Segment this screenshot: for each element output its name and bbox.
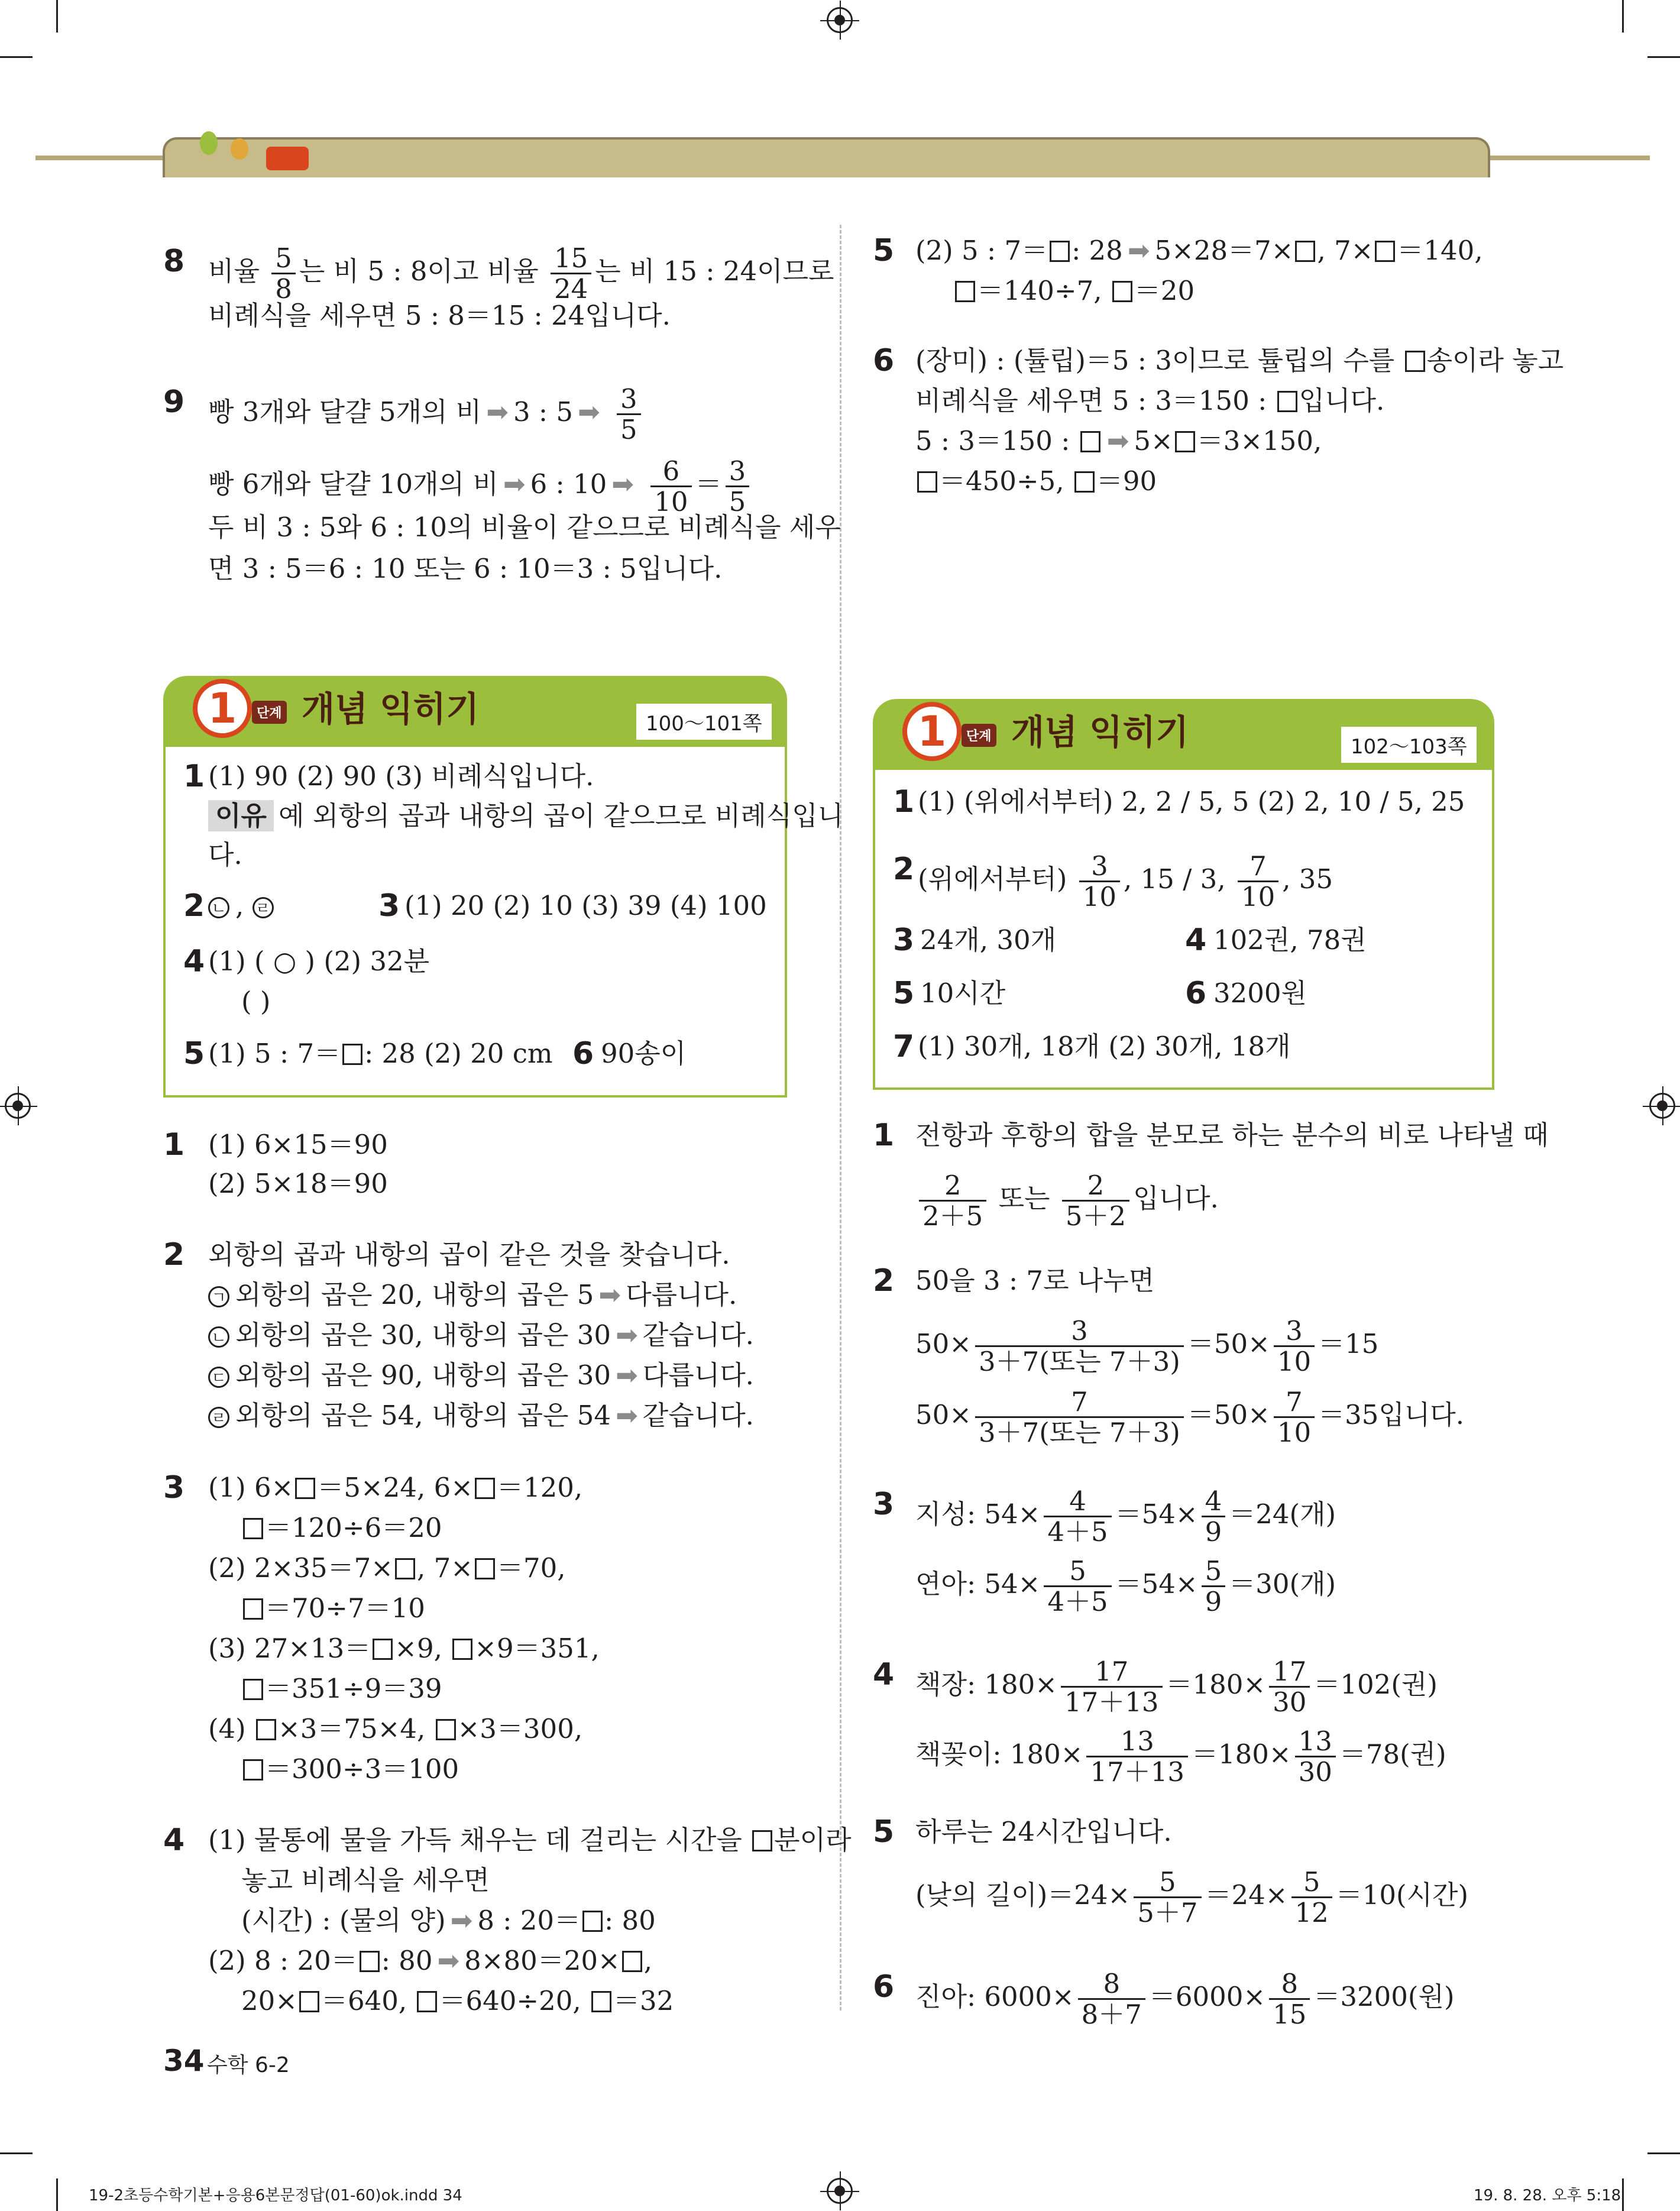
question-number: 5 xyxy=(873,1814,895,1850)
page-range: 102～103쪽 xyxy=(1341,727,1477,763)
blank-box xyxy=(1175,431,1195,452)
step-label: 단계 xyxy=(962,724,996,747)
answer-number: 3 xyxy=(893,922,915,958)
answer-number: 6 xyxy=(572,1036,594,1071)
fraction: $\frac{7}{\text{3＋7(또는 7＋3)}}$ xyxy=(975,1387,1184,1447)
step-badge: 1 xyxy=(193,679,252,738)
arrow-right-icon: ➡ xyxy=(616,1319,638,1351)
circled-letter: ㄹ xyxy=(253,897,274,918)
arrow-right-icon: ➡ xyxy=(450,1905,473,1936)
answer-line: 3200원 xyxy=(1213,977,1307,1009)
answer-line: 빵 6개와 달걀 10개의 비 ➡ 6 : 10 ➡ $\frac{6}{10}$ ＝ $\frac{3}{5}$ xyxy=(208,457,753,492)
fraction: $\frac{3}{5}$ xyxy=(617,384,641,444)
question-number: 2 xyxy=(163,1237,185,1273)
step-label: 단계 xyxy=(252,701,287,724)
blank-box xyxy=(373,1639,393,1660)
answer-line: (1) 90 (2) 90 (3) 비례식입니다. xyxy=(208,760,594,792)
fraction: $\frac{17}{30}$ xyxy=(1269,1657,1310,1717)
answer-line: (2) 5×18＝90 xyxy=(208,1168,388,1199)
answer-line: 책장: 180× $\frac{17}{17+13}$ ＝180× $\frac{17}{30}$ ＝102(권) xyxy=(915,1656,1438,1718)
section-title: 개념 익히기 xyxy=(302,689,480,729)
fraction: $\frac{6}{10}$ xyxy=(650,457,691,516)
arrow-right-icon: ➡ xyxy=(598,1279,621,1310)
list-item: ㄹ 외항의 곱은 54, 내항의 곱은 54 ➡ 같습니다. xyxy=(208,1398,754,1433)
question-number: 6 xyxy=(873,1969,895,2005)
blank-box xyxy=(256,1719,276,1740)
circled-letter: ㄱ xyxy=(208,1286,229,1307)
crop-mark xyxy=(1647,56,1680,58)
blank-box xyxy=(452,1639,472,1660)
answer-number: 5 xyxy=(893,976,915,1011)
answer-line: (2) 8 : 20＝ : 80 ➡ 8×80＝20× , xyxy=(208,1943,652,1979)
question-number: 1 xyxy=(873,1118,895,1153)
answer-line: 외항의 곱과 내항의 곱이 같은 것을 찾습니다. xyxy=(208,1239,730,1270)
blank-box xyxy=(417,1991,437,2012)
answer-line: 면 3 : 5＝6 : 10 또는 6 : 10＝3 : 5입니다. xyxy=(208,553,723,584)
fraction: $\frac{17}{17+13}$ xyxy=(1061,1657,1163,1717)
blank-box xyxy=(436,1719,456,1740)
blank-box xyxy=(582,1911,603,1932)
blank-box xyxy=(752,1830,772,1851)
blank-box xyxy=(955,281,975,302)
file-slug: 19-2초등수학기본+응용6본문정답(01-60)ok.indd 34 xyxy=(89,2187,462,2204)
answer-number: 5 xyxy=(183,1036,205,1071)
blank-box xyxy=(1080,431,1100,452)
blank-box xyxy=(1405,351,1425,372)
answer-line: ＝450÷5, ＝90 xyxy=(915,464,1157,499)
answer-line: 50× $\frac{7}{\text{3＋7(또는 7＋3)}}$ ＝50× $\frac{7}{10}$ ＝35입니다. xyxy=(915,1386,1465,1448)
blank-box xyxy=(243,1679,263,1700)
answer-line: (시간) : (물의 양) ➡ 8 : 20＝ : 80 xyxy=(241,1903,656,1938)
question-number: 4 xyxy=(873,1657,895,1692)
crop-mark xyxy=(1622,2178,1624,2211)
blank-box xyxy=(243,1759,263,1781)
answer-line: 진아: 6000× $\frac{8}{8+7}$ ＝6000× $\frac{8}{15}$ ＝3200(원) xyxy=(915,1968,1455,2030)
fraction: $\frac{3}{5}$ xyxy=(726,457,750,516)
answer-line: (1) 30개, 18개 (2) 30개, 18개 xyxy=(918,1031,1291,1062)
answer-line: ＝120÷6＝20 xyxy=(241,1510,442,1546)
blank-box xyxy=(243,1518,263,1539)
list-item: ㄷ 외항의 곱은 90, 내항의 곱은 30 ➡ 다릅니다. xyxy=(208,1358,754,1393)
blank-box xyxy=(1375,241,1395,262)
fraction: $\frac{5}{9}$ xyxy=(1202,1556,1226,1616)
registration-mark-icon xyxy=(827,7,853,33)
answer-line: 두 비 3 : 5와 6 : 10의 비율이 같으므로 비례식을 세우 xyxy=(208,512,841,543)
answer-line: ＝300÷3＝100 xyxy=(241,1752,459,1787)
blank-box xyxy=(1112,281,1132,302)
answer-line: 90송이 xyxy=(601,1038,687,1069)
answer-line: 이유 예 외항의 곱과 내항의 곱이 같으므로 비례식입니 xyxy=(208,798,843,834)
bus-icon xyxy=(266,147,309,170)
answer-number: 1 xyxy=(893,784,915,820)
page-subject: 수학 6-2 xyxy=(207,2053,290,2077)
answer-line: 다. xyxy=(208,839,242,870)
answer-number: 2 xyxy=(893,852,915,887)
answer-line: 50을 3 : 7로 나누면 xyxy=(915,1265,1155,1296)
answer-line: 전항과 후항의 합을 분모로 하는 분수의 비로 나타낼 때 xyxy=(915,1119,1549,1151)
arrow-right-icon: ➡ xyxy=(437,1945,460,1976)
question-number: 6 xyxy=(873,343,895,378)
answer-line: 20× ＝640, ＝640÷20, ＝32 xyxy=(241,1985,674,2016)
answer-number: 1 xyxy=(183,759,205,794)
answer-number: 6 xyxy=(1185,976,1207,1011)
answer-number: 4 xyxy=(1185,922,1207,958)
blank-box xyxy=(1074,471,1095,493)
answer-line: (1) 물통에 물을 가득 채우는 데 걸리는 시간을 분이라 xyxy=(208,1824,852,1856)
fraction: $\frac{3}{10}$ xyxy=(1274,1316,1315,1376)
answer-line: (1) 6× ＝5×24, 6× ＝120, xyxy=(208,1472,583,1503)
tree-icon xyxy=(200,131,218,155)
circled-letter: ㄹ xyxy=(208,1407,229,1428)
reason-tag: 이유 xyxy=(208,800,274,831)
answer-line: ＝140÷7, ＝20 xyxy=(953,273,1195,309)
answer-line: (2) 5 : 7＝ : 28 ➡ 5×28＝7× , 7× ＝140, xyxy=(915,233,1483,268)
fraction: $\frac{7}{10}$ xyxy=(1274,1387,1315,1447)
question-number: 3 xyxy=(163,1470,185,1506)
fraction: $\frac{8}{15}$ xyxy=(1269,1969,1310,2029)
blank-box xyxy=(622,1951,642,1972)
answer-line: (2) 2×35＝7× , 7× ＝70, xyxy=(208,1552,566,1584)
fraction: $\frac{8}{8+7}$ xyxy=(1078,1969,1145,2029)
question-number: 1 xyxy=(163,1127,185,1163)
answer-number: 7 xyxy=(893,1029,915,1064)
fraction: $\frac{2}{2+5}$ xyxy=(919,1171,986,1231)
crop-mark xyxy=(0,2152,33,2154)
answer-line: (3) 27×13＝ ×9, ×9＝351, xyxy=(208,1633,600,1664)
answer-line: (위에서부터) $\frac{3}{10}$ , 15 / 3, $\frac{7}{10}$ , 35 xyxy=(918,850,1333,912)
fraction: $\frac{4}{4+5}$ xyxy=(1044,1487,1111,1546)
answer-line: 10시간 xyxy=(920,977,1006,1009)
crop-mark xyxy=(1622,0,1624,33)
section-title: 개념 익히기 xyxy=(1011,712,1189,752)
question-number: 3 xyxy=(873,1487,895,1522)
fraction: $\frac{4}{9}$ xyxy=(1202,1487,1226,1546)
fraction: $\frac{3}{\text{3＋7(또는 7＋3)}}$ xyxy=(975,1316,1184,1376)
answer-line: ㄴ , ㄹ xyxy=(208,888,280,924)
registration-mark-icon xyxy=(5,1093,31,1119)
step-badge: 1 xyxy=(902,702,962,761)
answer-line: ( ) xyxy=(241,986,271,1017)
blank-box xyxy=(1277,391,1297,412)
answer-line: 102권, 78권 xyxy=(1213,924,1367,956)
top-tab xyxy=(163,137,1490,177)
answer-number: 3 xyxy=(378,888,400,924)
answer-line: 놓고 비례식을 세우면 xyxy=(241,1864,490,1896)
blank-box xyxy=(342,1044,362,1065)
blank-box xyxy=(395,1558,415,1579)
arrow-right-icon: ➡ xyxy=(616,1400,638,1431)
fraction: $\frac{15}{24}$ xyxy=(551,244,591,303)
list-item: ㄱ 외항의 곱은 20, 내항의 곱은 5 ➡ 다릅니다. xyxy=(208,1277,737,1313)
arrow-right-icon: ➡ xyxy=(1106,425,1129,457)
answer-line: (1) 6×15＝90 xyxy=(208,1129,388,1160)
fraction: $\frac{5}{4+5}$ xyxy=(1044,1556,1111,1616)
answer-line: (1) (위에서부터) 2, 2 / 5, 5 (2) 2, 10 / 5, 25 xyxy=(918,786,1465,817)
registration-mark-icon xyxy=(827,2178,853,2204)
answer-line: 비율 $\frac{5}{8}$ 는 비 5 : 8이고 비율 $\frac{15}{24}$ 는 비 15 : 24이므로 xyxy=(208,242,834,305)
crop-mark xyxy=(56,0,58,33)
answer-line: (4) ×3＝75×4, ×3＝300, xyxy=(208,1713,583,1744)
fraction: $\frac{13}{30}$ xyxy=(1295,1727,1336,1786)
answer-number: 4 xyxy=(183,944,205,979)
blank-box xyxy=(243,1598,263,1620)
fraction: $\frac{5}{8}$ xyxy=(271,244,296,303)
answer-line: 하루는 24시간입니다. xyxy=(915,1816,1172,1847)
fraction: $\frac{13}{17+13}$ xyxy=(1086,1727,1188,1786)
circled-letter: ㄷ xyxy=(208,1367,229,1388)
list-item: ㄴ 외항의 곱은 30, 내항의 곱은 30 ➡ 같습니다. xyxy=(208,1317,754,1353)
blank-box xyxy=(299,1991,319,2012)
answer-line: (낮의 길이)＝24× $\frac{5}{5+7}$ ＝24× $\frac{5}{12}$ ＝10(시간) xyxy=(915,1866,1469,1928)
answer-line: 50× $\frac{3}{\text{3＋7(또는 7＋3)}}$ ＝50× $\frac{3}{10}$ ＝15 xyxy=(915,1315,1379,1377)
answer-line: 5 : 3＝150 : ➡ 5× ＝3×150, xyxy=(915,423,1322,459)
print-timestamp: 19. 8. 28. 오후 5:18 xyxy=(1474,2187,1621,2204)
blank-box xyxy=(917,471,937,493)
answer-line: ＝70÷7＝10 xyxy=(241,1591,425,1626)
fraction: $\frac{5}{5+7}$ xyxy=(1134,1867,1201,1927)
answer-line: 비례식을 세우면 5 : 8＝15 : 24입니다. xyxy=(208,300,671,331)
answer-line: ＝351÷9＝39 xyxy=(241,1671,442,1707)
fraction: $\frac{3}{10}$ xyxy=(1079,852,1120,911)
answer-line: (장미) : (튤립)＝5 : 3이므로 튤립의 수를 송이라 놓고 xyxy=(915,345,1564,376)
answer-line: 24개, 30개 xyxy=(920,924,1057,956)
crop-mark xyxy=(0,56,33,58)
arrow-right-icon: ➡ xyxy=(503,468,526,500)
arrow-right-icon: ➡ xyxy=(1127,235,1150,266)
crop-mark xyxy=(1647,2152,1680,2154)
fraction: $\frac{2}{5+2}$ xyxy=(1062,1171,1129,1231)
fraction: $\frac{7}{10}$ xyxy=(1238,852,1278,911)
blank-box xyxy=(1050,241,1070,262)
question-number: 2 xyxy=(873,1263,895,1299)
question-number: 9 xyxy=(163,384,185,420)
answer-line: 연아: 54× $\frac{5}{4+5}$ ＝54× $\frac{5}{9}$ ＝30(개) xyxy=(915,1555,1336,1617)
answer-line: (1) ( ○ ) (2) 32분 xyxy=(208,946,430,977)
column-divider xyxy=(840,225,841,2011)
blank-box xyxy=(360,1951,380,1972)
answer-line: 지성: 54× $\frac{4}{4+5}$ ＝54× $\frac{4}{9}$ ＝24(개) xyxy=(915,1485,1336,1548)
answer-line: $\frac{2}{2+5}$ 또는 $\frac{2}{5+2}$ 입니다. xyxy=(915,1171,1219,1206)
blank-box xyxy=(475,1478,495,1499)
tree-icon xyxy=(231,138,248,160)
page-number: 34 xyxy=(163,2044,205,2078)
question-number: 4 xyxy=(163,1822,185,1858)
question-number: 5 xyxy=(873,233,895,268)
fraction: $\frac{5}{12}$ xyxy=(1291,1867,1332,1927)
circled-letter: ㄴ xyxy=(208,1326,229,1348)
circled-letter: ㄴ xyxy=(208,897,229,918)
blank-box xyxy=(591,1991,611,2012)
arrow-right-icon: ➡ xyxy=(578,396,600,428)
question-number: 8 xyxy=(163,244,185,279)
registration-mark-icon xyxy=(1649,1093,1675,1119)
crop-mark xyxy=(56,2178,58,2211)
answer-line: 빵 3개와 달걀 5개의 비 ➡ 3 : 5 ➡ $\frac{3}{5}$ xyxy=(208,384,645,420)
blank-box xyxy=(1295,241,1315,262)
arrow-right-icon: ➡ xyxy=(616,1359,638,1391)
answer-line: (1) 5 : 7＝ : 28 (2) 20 cm xyxy=(208,1038,553,1069)
answer-line: 책꽂이: 180× $\frac{13}{17+13}$ ＝180× $\frac{13}{30}$ ＝78(권) xyxy=(915,1726,1446,1788)
page-range: 100～101쪽 xyxy=(636,704,772,740)
arrow-right-icon: ➡ xyxy=(611,468,634,500)
answer-number: 2 xyxy=(183,888,205,924)
answer-line: (1) 20 (2) 10 (3) 39 (4) 100 xyxy=(404,890,767,921)
blank-box xyxy=(295,1478,315,1499)
answer-line: 비례식을 세우면 5 : 3＝150 : 입니다. xyxy=(915,385,1385,416)
arrow-right-icon: ➡ xyxy=(486,396,509,428)
blank-box xyxy=(475,1558,495,1579)
